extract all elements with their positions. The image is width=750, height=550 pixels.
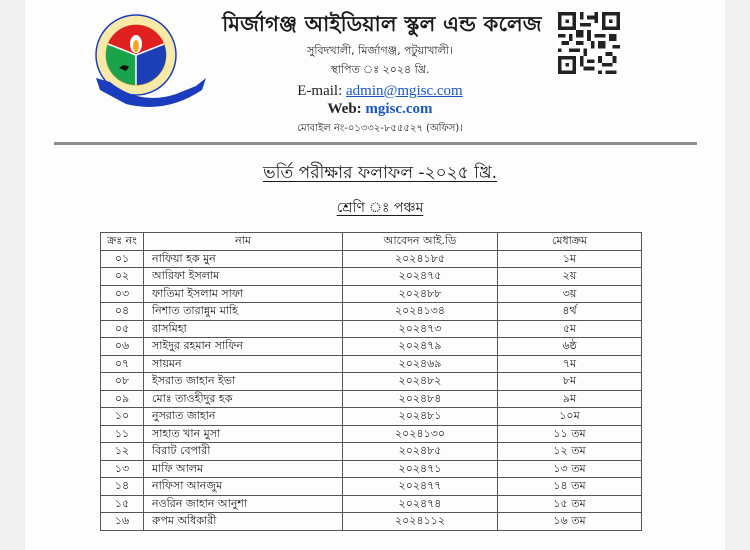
web-link[interactable]: mgisc.com	[365, 101, 433, 117]
web-line	[250, 101, 510, 118]
header-merit-rank: মেধাক্রম	[498, 233, 642, 251]
established-year: স্থাপিত ঃ ২০২৪ খ্রি.	[330, 63, 430, 76]
table-row	[101, 355, 642, 373]
serial-cell: ০১	[101, 250, 144, 268]
name-cell: রুপম অধিকারী	[144, 513, 343, 531]
table-row	[101, 390, 642, 408]
name-cell: ফাতিমা ইসলাম সাফা	[144, 285, 343, 303]
serial-cell: ০৮	[101, 373, 144, 391]
qr-code-icon	[555, 12, 623, 74]
name-cell: নাফিসা আনজুম	[144, 478, 343, 496]
name-cell: মোঃ তাওহীদুর হক	[144, 390, 343, 408]
school-address: সুবিদখালী, মির্জাগঞ্জ, পটুয়াখালী।	[307, 44, 453, 57]
merit-rank-cell: ৫ম	[498, 320, 642, 338]
results-table	[100, 232, 642, 531]
application-id-cell: ২০২৪৮৪	[343, 390, 498, 408]
application-id-cell: ২০২৪১৩৪	[343, 303, 498, 321]
header-name: নাম	[144, 233, 343, 251]
serial-cell: ০৩	[101, 285, 144, 303]
name-cell: নুসরাত জাহান	[144, 408, 343, 426]
application-id-cell: ২০২৪৭৫	[343, 268, 498, 286]
merit-rank-cell: ১ম	[498, 250, 642, 268]
name-cell: সায়মন	[144, 355, 343, 373]
serial-cell: ১৬	[101, 513, 144, 531]
emblem-ribbon-icon	[96, 72, 206, 110]
application-id-cell: ২০২৪৭৯	[343, 338, 498, 356]
web-label: Web:	[327, 101, 366, 117]
application-id-cell: ২০২৪১৩০	[343, 425, 498, 443]
serial-cell: ০৭	[101, 355, 144, 373]
serial-cell: ০৬	[101, 338, 144, 356]
table-header-row	[101, 233, 642, 251]
merit-rank-cell: ১৪ তম	[498, 478, 642, 496]
table-row	[101, 320, 642, 338]
merit-rank-cell: ১০ম	[498, 408, 642, 426]
name-cell: নাফিয়া হক মুন	[144, 250, 343, 268]
document-title-text: ভর্তি পরীক্ষার ফলাফল -২০২৫ খ্রি.	[262, 163, 498, 183]
merit-rank-cell: ৮ম	[498, 373, 642, 391]
application-id-cell: ২০২৪৮৮	[343, 285, 498, 303]
header-divider	[54, 142, 697, 145]
table-row	[101, 268, 642, 286]
application-id-cell: ২০২৪৭১	[343, 460, 498, 478]
table-row	[101, 460, 642, 478]
serial-cell: ১৪	[101, 478, 144, 496]
merit-rank-cell: ৩য়	[498, 285, 642, 303]
table-row	[101, 478, 642, 496]
table-row	[101, 425, 642, 443]
class-label	[250, 196, 510, 220]
table-row	[101, 285, 642, 303]
merit-rank-cell: ১২ তম	[498, 443, 642, 461]
table-row	[101, 338, 642, 356]
application-id-cell: ২০২৪৭৪	[343, 495, 498, 513]
merit-rank-cell: ৯ম	[498, 390, 642, 408]
name-cell: মাফি আলম	[144, 460, 343, 478]
class-label-text: শ্রেণি ঃ পঞ্চম	[336, 200, 424, 216]
application-id-cell: ২০২৪৭৭	[343, 478, 498, 496]
table-row	[101, 373, 642, 391]
merit-rank-cell: ৭ম	[498, 355, 642, 373]
application-id-cell: ২০২৪১৮৫	[343, 250, 498, 268]
merit-rank-cell: ৪র্থ	[498, 303, 642, 321]
header-application-id: আবেদন আই.ডি	[343, 233, 498, 251]
merit-rank-cell: ১৩ তম	[498, 460, 642, 478]
serial-cell: ১৫	[101, 495, 144, 513]
name-cell: আরিফা ইসলাম	[144, 268, 343, 286]
merit-rank-cell: ১৫ তম	[498, 495, 642, 513]
application-id-cell: ২০২৪৬৯	[343, 355, 498, 373]
merit-rank-cell: ২য়	[498, 268, 642, 286]
email-label: E-mail:	[297, 83, 347, 99]
serial-cell: ১৩	[101, 460, 144, 478]
mobile-number: মোবাইল নং-০১৩৩২-৮৫৫৫২৭ (অফিস)।	[297, 123, 463, 134]
serial-cell: ১২	[101, 443, 144, 461]
school-name: মির্জাগঞ্জ আইডিয়াল স্কুল এন্ড কলেজ	[222, 12, 542, 36]
serial-cell: ০৫	[101, 320, 144, 338]
serial-cell: ১০	[101, 408, 144, 426]
name-cell: বিরাট বেপারী	[144, 443, 343, 461]
merit-rank-cell: ১৬ তম	[498, 513, 642, 531]
merit-rank-cell: ১১ তম	[498, 425, 642, 443]
application-id-cell: ২০২৪৮১	[343, 408, 498, 426]
serial-cell: ১১	[101, 425, 144, 443]
table-row	[101, 513, 642, 531]
table-row	[101, 250, 642, 268]
table-row	[101, 408, 642, 426]
table-row	[101, 303, 642, 321]
name-cell: সাইদুর রহমান সাফিন	[144, 338, 343, 356]
serial-cell: ০৪	[101, 303, 144, 321]
email-line	[250, 83, 510, 100]
serial-cell: ০২	[101, 268, 144, 286]
table-row	[101, 495, 642, 513]
name-cell: নওরিন জাহান আনুশা	[144, 495, 343, 513]
application-id-cell: ২০২৪৭৩	[343, 320, 498, 338]
application-id-cell: ২০২৪৮৫	[343, 443, 498, 461]
name-cell: নিশাত তারান্নুম মাহি	[144, 303, 343, 321]
table-row	[101, 443, 642, 461]
email-link[interactable]: admin@mgisc.com	[346, 83, 463, 99]
serial-cell: ০৯	[101, 390, 144, 408]
name-cell: সাহাত খান মুসা	[144, 425, 343, 443]
name-cell: ইসরাত জাহান ইভা	[144, 373, 343, 391]
name-cell: রাসমিহা	[144, 320, 343, 338]
header-serial: ক্রঃ নং	[101, 233, 144, 251]
application-id-cell: ২০২৪১১২	[343, 513, 498, 531]
merit-rank-cell: ৬ষ্ঠ	[498, 338, 642, 356]
document-title	[200, 160, 560, 188]
application-id-cell: ২০২৪৮২	[343, 373, 498, 391]
